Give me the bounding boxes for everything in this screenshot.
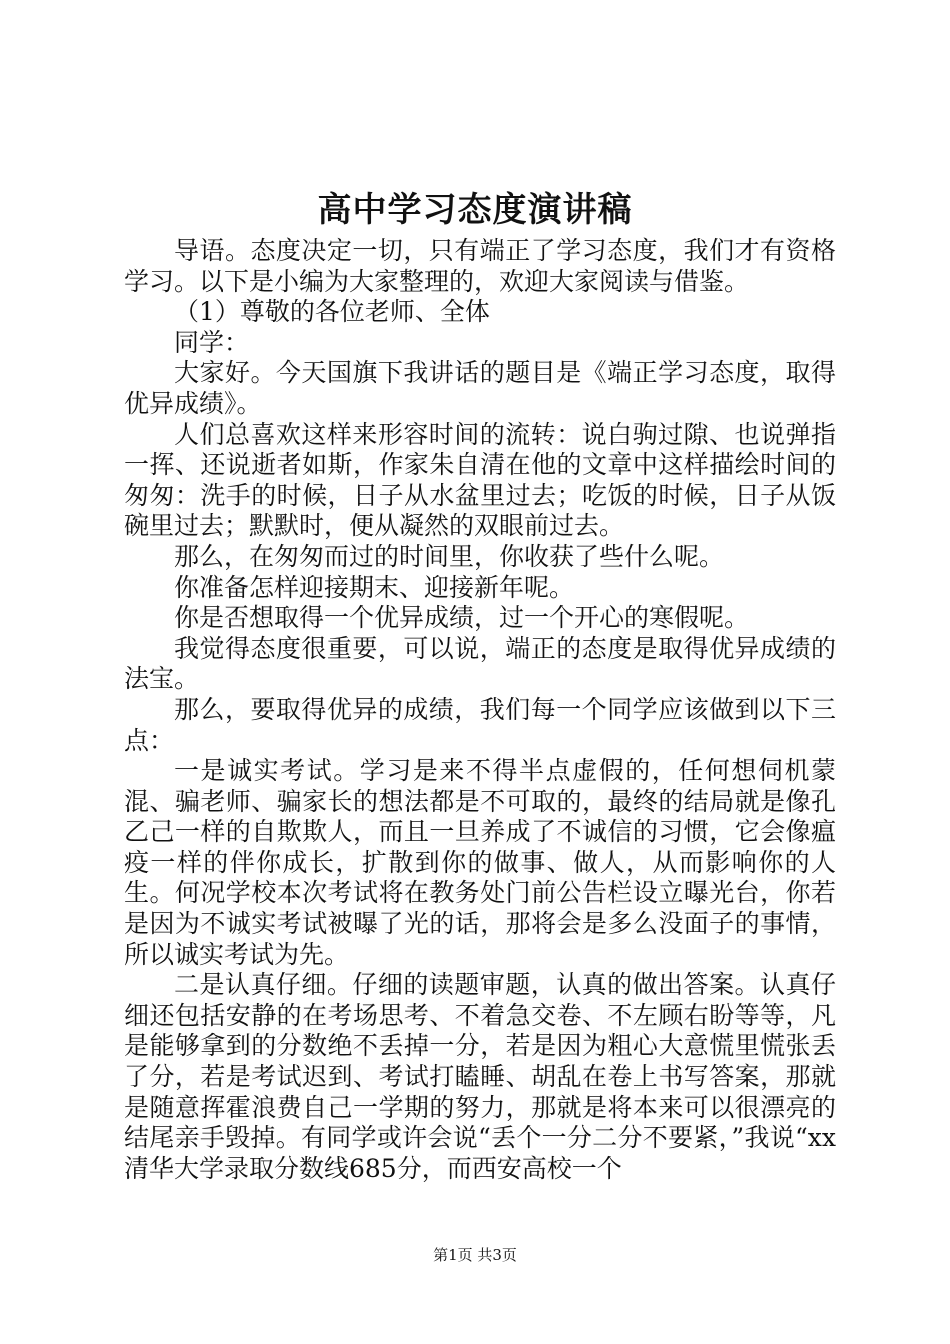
paragraph: （1）尊敬的各位老师、全体 [174, 297, 490, 327]
paragraph: 二是认真仔细。仔细的读题审题，认真的做出答案。认真仔细还包括安静的在考场思考、不着急交卷、不左顾右盼等等，凡是能够拿到的分数绝不丢掉一分，若是因为粗心大意慌里慌张丢了分，若是考试迟到、考试打瞌睡、胡乱在卷上书写答案，那就是随意挥霍浪费自己一学期的努力，那就是将本来可以很漂亮的结尾亲手毁掉。有同学或许会说“丢个一分二分不要紧，”我说“xx清华大学录取分数线685分，而西安高校一个 [124, 970, 836, 1183]
paragraph: 那么，在匆匆而过的时间里，你收获了些什么呢。 [174, 541, 725, 571]
document-body [124, 236, 836, 1184]
paragraph: 你是否想取得一个优异成绩，过一个开心的寒假呢。 [174, 603, 750, 633]
page-footer: 第1页 共3页 [433, 1246, 517, 1264]
paragraph: 大家好。今天国旗下我讲话的题目是《端正学习态度，取得优异成绩》。 [124, 358, 836, 418]
paragraph: 你准备怎样迎接期末、迎接新年呢。 [174, 572, 575, 602]
paragraph: 同学： [174, 327, 250, 357]
paragraph: 一是诚实考试。学习是来不得半点虚假的，任何想伺机蒙混、骗老师、骗家长的想法都是不可取的，最终的结局就是像孔乙己一样的自欺欺人，而且一旦养成了不诚信的习惯，它会像瘟疫一样的伴你成长，扩散到你的做事、做人，从而影响你的人生。何况学校本次考试将在教务处门前公告栏设立曝光台，你若是因为不诚实考试被曝了光的话，那将会是多么没面子的事情，所以诚实考试为先。 [124, 756, 836, 969]
document-title: 高中学习态度演讲稿 [317, 190, 633, 230]
paragraph: 那么，要取得优异的成绩，我们每一个同学应该做到以下三点： [124, 694, 836, 755]
paragraph: 我觉得态度很重要，可以说，端正的态度是取得优异成绩的法宝。 [124, 633, 836, 694]
paragraph: 人们总喜欢这样来形容时间的流转：说白驹过隙、也说弹指一挥、还说逝者如斯，作家朱自清在他的文章中这样描绘时间的匆匆：洗手的时候，日子从水盆里过去；吃饭的时候，日子从饭碗里过去；默默时，便从凝然的双眼前过去。 [124, 419, 836, 541]
paragraph: 导语。态度决定一切，只有端正了学习态度，我们才有资格学习。以下是小编为大家整理的，欢迎大家阅读与借鉴。 [124, 236, 836, 296]
